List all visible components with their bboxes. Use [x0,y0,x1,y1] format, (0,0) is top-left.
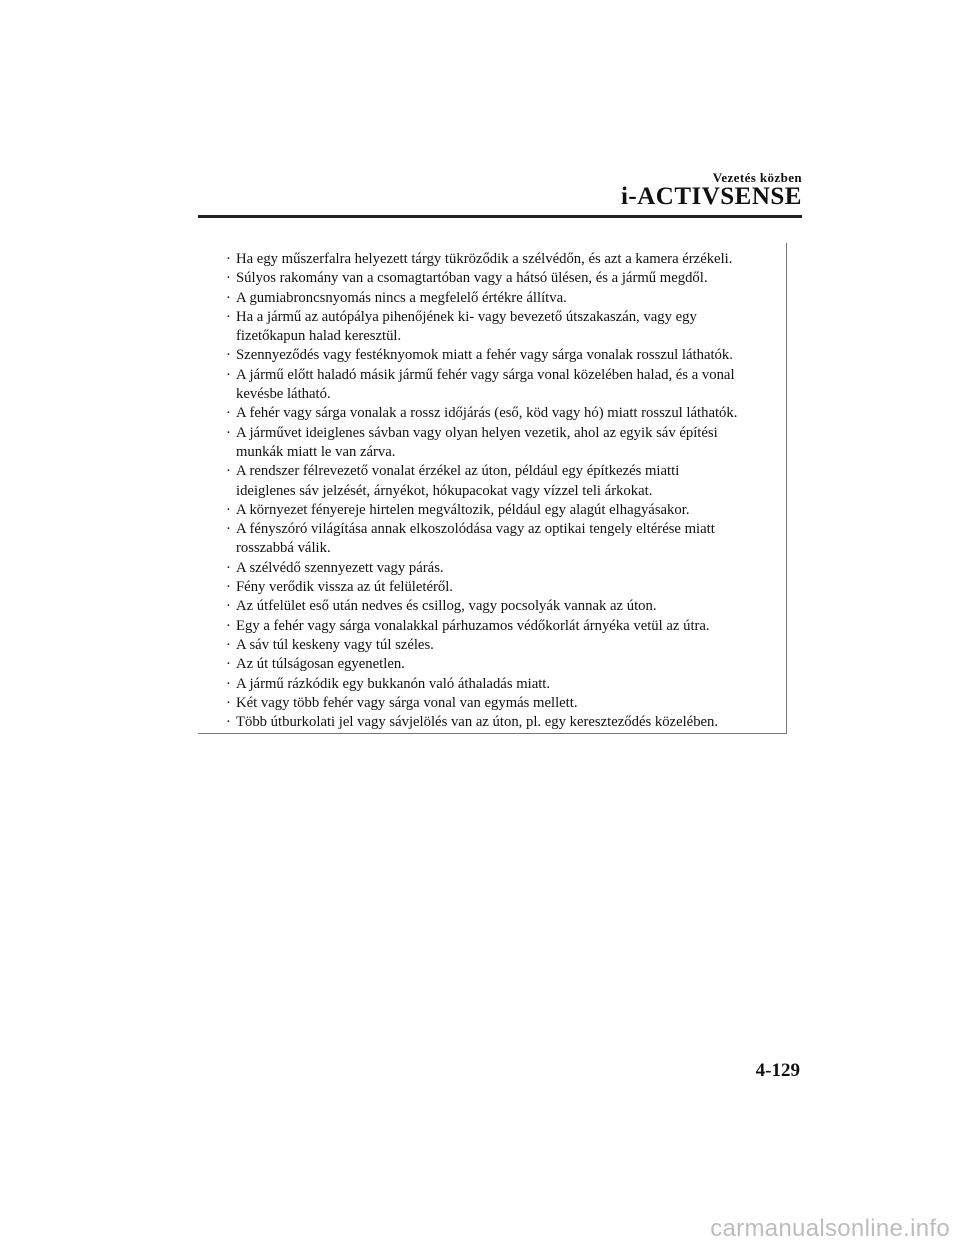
list-item-text: Egy a fehér vagy sárga vonalakkal párhuzamos védőkorlát árnyéka vetül az útra. [236,617,710,634]
condition-list [198,243,786,732]
bullet-glyph: · [226,270,231,287]
bullet-glyph: · [226,617,231,634]
list-item-text: A környezet fényereje hirtelen megváltozik, például egy alagút elhagyásakor. [236,501,690,518]
list-item-text: Több útburkolati jel vagy sávjelölés van az úton, pl. egy kereszteződés közelében. [236,714,719,731]
list-item-text: Súlyos rakomány van a csomagtartóban vagy a hátsó ülésen, és a jármű megdől. [236,270,708,287]
bullet-glyph: · [226,579,231,596]
list-item-text: A gumiabroncsnyomás nincs a megfelelő értékre állítva. [236,289,567,306]
bullet-glyph: · [226,559,231,576]
page-number: 4-129 [755,1060,800,1081]
list-item-text: A jármű előtt haladó másik jármű fehér vagy sárga vonal közelében halad, és a vonal kevésbe látható. [236,366,735,403]
list-item-text: Ha a jármű az autópálya pihenőjének ki- vagy bevezető útszakaszán, vagy egy fizetőkapun halad keresztül. [236,308,697,345]
list-item [226,269,786,288]
bullet-glyph: · [226,463,231,480]
list-item [226,520,786,559]
list-item [226,308,786,347]
bullet-glyph: · [226,366,231,383]
list-item [226,694,786,713]
bullet-glyph: · [226,694,231,711]
page-title: i-ACTIVSENSE [620,183,802,210]
bullet-glyph: · [226,656,231,673]
list-item [226,713,786,732]
list-item [226,617,786,636]
list-item [226,655,786,674]
list-item-text: A járművet ideiglenes sávban vagy olyan helyen vezetik, ahol az egyik sáv építési munkák miatt le van zárva. [236,424,718,460]
list-item-text: Az útfelület eső után nedves és csillog, vagy pocsolyák vannak az úton. [236,598,657,615]
list-item [226,501,786,520]
bullet-glyph: · [226,251,231,267]
list-item [226,462,786,501]
running-section-header: Vezetés közben [712,170,802,185]
list-item [226,289,786,308]
bullet-glyph: · [226,405,231,422]
list-item-text: Az út túlságosan egyenetlen. [236,656,405,673]
watermark: carmanualsonline.info [710,1215,950,1242]
list-item [226,366,786,405]
bullet-glyph: · [226,424,231,441]
list-item [226,675,786,694]
bullet-glyph: · [226,675,231,692]
bullet-glyph: · [226,521,231,538]
bullet-glyph: · [226,289,231,306]
list-item [226,636,786,655]
list-item [226,597,786,616]
list-item-text: A fényszóró világítása annak elkoszolódása vagy az optikai tengely eltérése miatt rosszabbá válik. [236,521,715,557]
list-item-text: Két vagy több fehér vagy sárga vonal van egymás mellett. [236,694,578,711]
list-item-text: Fény verődik vissza az út felületéről. [236,579,453,596]
list-item [226,559,786,578]
bullet-glyph: · [226,714,231,731]
list-item [226,424,786,463]
bullet-glyph: · [226,501,231,518]
list-item [226,404,786,423]
list-item-text: A sáv túl keskeny vagy túl széles. [236,636,434,653]
list-item [226,346,786,365]
list-item-text: A fehér vagy sárga vonalak a rossz időjárás (eső, köd vagy hó) miatt rosszul láthatók. [236,405,738,422]
list-item-text: A jármű rázkódik egy bukkanón való áthaladás miatt. [236,675,551,692]
bullet-glyph: · [226,598,231,615]
condition-box [198,243,787,734]
list-item-text: Ha egy műszerfalra helyezett tárgy tükröződik a szélvédőn, és azt a kamera érzékeli. [236,251,733,267]
header-rule [198,215,802,218]
bullet-glyph: · [226,636,231,653]
bullet-glyph: · [226,308,231,325]
bullet-glyph: · [226,347,231,364]
list-item-text: A rendszer félrevezető vonalat érzékel az úton, például egy építkezés miatti ideiglenes sáv jelzését, árnyékot, hókupacokat vagy vízzel teli árkokat. [236,463,680,499]
list-item [226,578,786,597]
list-item [226,250,786,269]
list-item-text: Szennyeződés vagy festéknyomok miatt a fehér vagy sárga vonalak rosszul láthatók. [236,347,733,364]
list-item-text: A szélvédő szennyezett vagy párás. [236,559,444,576]
